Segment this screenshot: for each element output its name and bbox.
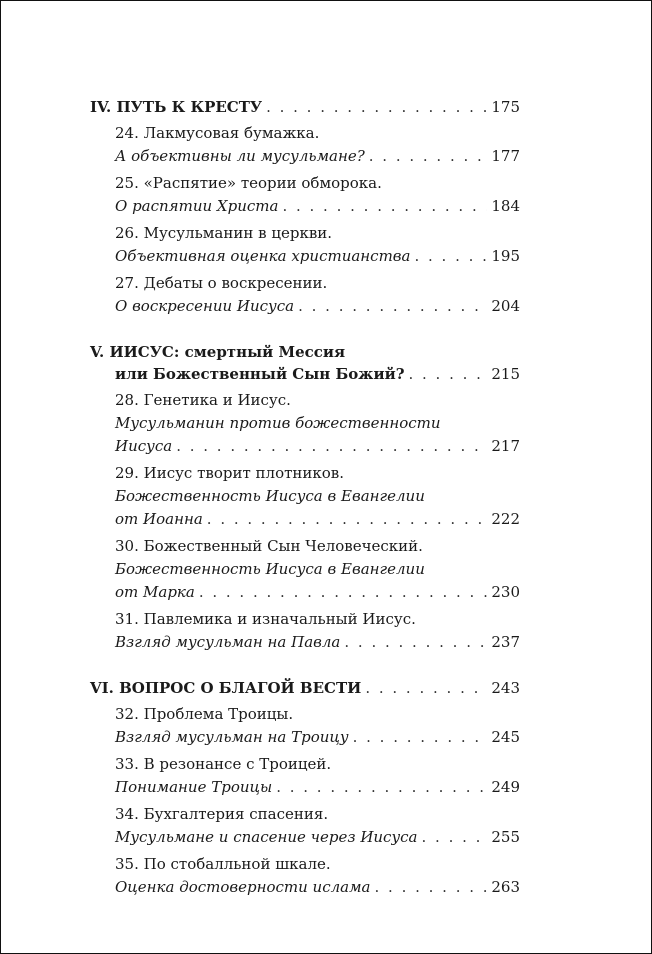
chapter-title: 28. Генетика и Иисус. bbox=[115, 391, 291, 409]
dot-leader bbox=[298, 295, 487, 318]
page-number: 204 bbox=[491, 297, 520, 315]
chapter-subtitle: Оценка достоверности ислама bbox=[115, 878, 371, 896]
chapter-subtitle-line bbox=[115, 295, 520, 318]
section-heading bbox=[90, 677, 520, 699]
chapter-title: 30. Божественный Сын Человеческий. bbox=[115, 537, 423, 555]
toc-entry bbox=[90, 535, 520, 604]
chapter-title: 31. Павлемика и изначальный Иисус. bbox=[115, 610, 416, 628]
toc-entry bbox=[90, 853, 520, 899]
chapter-subtitle-line bbox=[115, 876, 520, 899]
page-number: 195 bbox=[491, 247, 520, 265]
chapter-subtitle: Объективная оценка христианства bbox=[115, 247, 411, 265]
section-heading-text: IV. ПУТЬ К КРЕСТУ bbox=[90, 98, 263, 116]
chapter-subtitle-line bbox=[115, 581, 520, 604]
chapter-subtitle: О воскресении Иисуса bbox=[115, 297, 295, 315]
page-number: 177 bbox=[491, 147, 520, 165]
chapter-subtitle-line bbox=[115, 245, 520, 268]
chapter-subtitle: от Иоанна bbox=[115, 510, 203, 528]
page-number: 245 bbox=[491, 728, 520, 746]
chapter-subtitle: Божественность Иисуса в Евангелии bbox=[115, 487, 425, 505]
chapter-subtitle: Мусульманин против божественности bbox=[115, 414, 441, 432]
chapter-title: 27. Дебаты о воскресении. bbox=[115, 274, 328, 292]
page-number: 217 bbox=[491, 437, 520, 455]
chapter-subtitle-line bbox=[115, 195, 520, 218]
dot-leader bbox=[199, 581, 488, 604]
chapter-subtitle-line bbox=[115, 726, 520, 749]
toc-entry bbox=[90, 462, 520, 531]
chapter-subtitle: А объективны ли мусульмане? bbox=[115, 147, 365, 165]
chapter-subtitle: Понимание Троицы bbox=[115, 778, 273, 796]
page-number: 255 bbox=[491, 828, 520, 846]
chapter-subtitle: Взгляд мусульман на Троицу bbox=[115, 728, 349, 746]
chapter-subtitle: О распятии Христа bbox=[115, 197, 279, 215]
dot-leader bbox=[365, 677, 487, 699]
toc-section bbox=[90, 677, 520, 899]
toc-entry bbox=[90, 608, 520, 654]
chapter-subtitle: от Марка bbox=[115, 583, 195, 601]
page-number: 230 bbox=[491, 583, 520, 601]
toc-entry bbox=[90, 389, 520, 458]
dot-leader bbox=[422, 826, 488, 849]
toc-entry bbox=[90, 172, 520, 218]
dot-leader bbox=[282, 195, 487, 218]
chapter-subtitle: Божественность Иисуса в Евангелии bbox=[115, 560, 425, 578]
section-heading bbox=[90, 96, 520, 118]
dot-leader bbox=[266, 96, 487, 118]
chapter-subtitle-line bbox=[115, 826, 520, 849]
page-number: 237 bbox=[491, 633, 520, 651]
toc-entry bbox=[90, 222, 520, 268]
toc-entry bbox=[90, 753, 520, 799]
dot-leader bbox=[414, 245, 487, 268]
chapter-title: 24. Лакмусовая бумажка. bbox=[115, 124, 320, 142]
section-heading-text: V. ИИСУС: смертный Мессия bbox=[90, 343, 346, 361]
chapter-title: 32. Проблема Троицы. bbox=[115, 705, 294, 723]
toc-section bbox=[90, 96, 520, 318]
dot-leader bbox=[207, 508, 488, 531]
dot-leader bbox=[375, 876, 488, 899]
toc-section bbox=[90, 341, 520, 654]
chapter-title: 29. Иисус творит плотников. bbox=[115, 464, 345, 482]
toc-entry bbox=[90, 272, 520, 318]
section-heading-text: или Божественный Сын Божий? bbox=[115, 365, 405, 383]
dot-leader bbox=[344, 631, 487, 654]
chapter-subtitle: Взгляд мусульман на Павла bbox=[115, 633, 341, 651]
dot-leader bbox=[276, 776, 487, 799]
chapter-title: 26. Мусульманин в церкви. bbox=[115, 224, 333, 242]
chapter-subtitle-line bbox=[115, 631, 520, 654]
dot-leader bbox=[176, 435, 487, 458]
toc-entry bbox=[90, 703, 520, 749]
toc-entry bbox=[90, 803, 520, 849]
page-number: 249 bbox=[491, 778, 520, 796]
page-number: 215 bbox=[491, 365, 520, 383]
toc-entry bbox=[90, 122, 520, 168]
chapter-subtitle-line bbox=[115, 508, 520, 531]
table-of-contents bbox=[90, 96, 520, 922]
chapter-subtitle-line bbox=[115, 776, 520, 799]
chapter-subtitle: Иисуса bbox=[115, 437, 173, 455]
section-heading bbox=[90, 341, 520, 363]
chapter-subtitle-line bbox=[115, 435, 520, 458]
dot-leader bbox=[353, 726, 488, 749]
chapter-subtitle: Мусульмане и спасение через Иисуса bbox=[115, 828, 418, 846]
chapter-title: 35. По стобалльной шкале. bbox=[115, 855, 331, 873]
chapter-title: 33. В резонансе с Троицей. bbox=[115, 755, 332, 773]
dot-leader bbox=[369, 145, 488, 168]
chapter-title: 34. Бухгалтерия спасения. bbox=[115, 805, 329, 823]
page-number: 263 bbox=[491, 878, 520, 896]
section-heading-text: VI. ВОПРОС О БЛАГОЙ ВЕСТИ bbox=[90, 679, 362, 697]
section-heading bbox=[90, 363, 520, 385]
page-number: 184 bbox=[491, 197, 520, 215]
page-number: 243 bbox=[491, 679, 520, 697]
page-number: 222 bbox=[491, 510, 520, 528]
dot-leader bbox=[408, 363, 487, 385]
chapter-subtitle-line bbox=[115, 145, 520, 168]
page-number: 175 bbox=[491, 98, 520, 116]
chapter-title: 25. «Распятие» теории обморока. bbox=[115, 174, 382, 192]
